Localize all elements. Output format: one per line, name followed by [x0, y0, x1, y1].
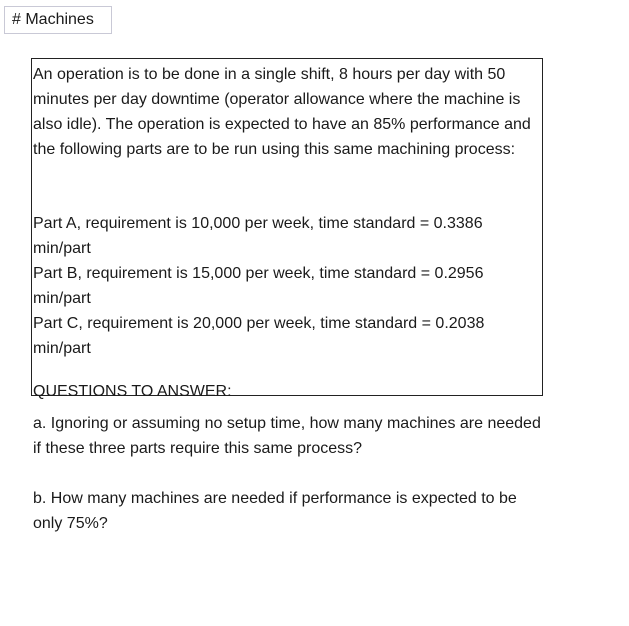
part-a-requirement: Part A, requirement is 10,000 per week, time standard = 0.3386 min/part — [33, 215, 483, 257]
question-a — [33, 411, 543, 461]
question-b — [33, 486, 543, 536]
question-a-text: a. Ignoring or assuming no setup time, how many machines are needed if these three parts require this same process? — [33, 415, 541, 457]
document-title: # Machines — [4, 6, 112, 34]
parts-list — [33, 211, 543, 361]
part-b-requirement: Part B, requirement is 15,000 per week, time standard = 0.2956 min/part — [33, 265, 484, 307]
part-c-requirement: Part C, requirement is 20,000 per week, time standard = 0.2038 min/part — [33, 315, 485, 357]
problem-intro-text: An operation is to be done in a single shift, 8 hours per day with 50 minutes per day downtime (operator allowance where the machine is also idle). The operation is expected to have an 85% performance and the following parts are to be run using this same machining process: — [33, 66, 531, 158]
questions-heading: QUESTIONS TO ANSWER: — [33, 383, 232, 400]
question-b-text: b. How many machines are needed if performance is expected to be only 75%? — [33, 490, 517, 532]
problem-intro — [33, 62, 543, 162]
